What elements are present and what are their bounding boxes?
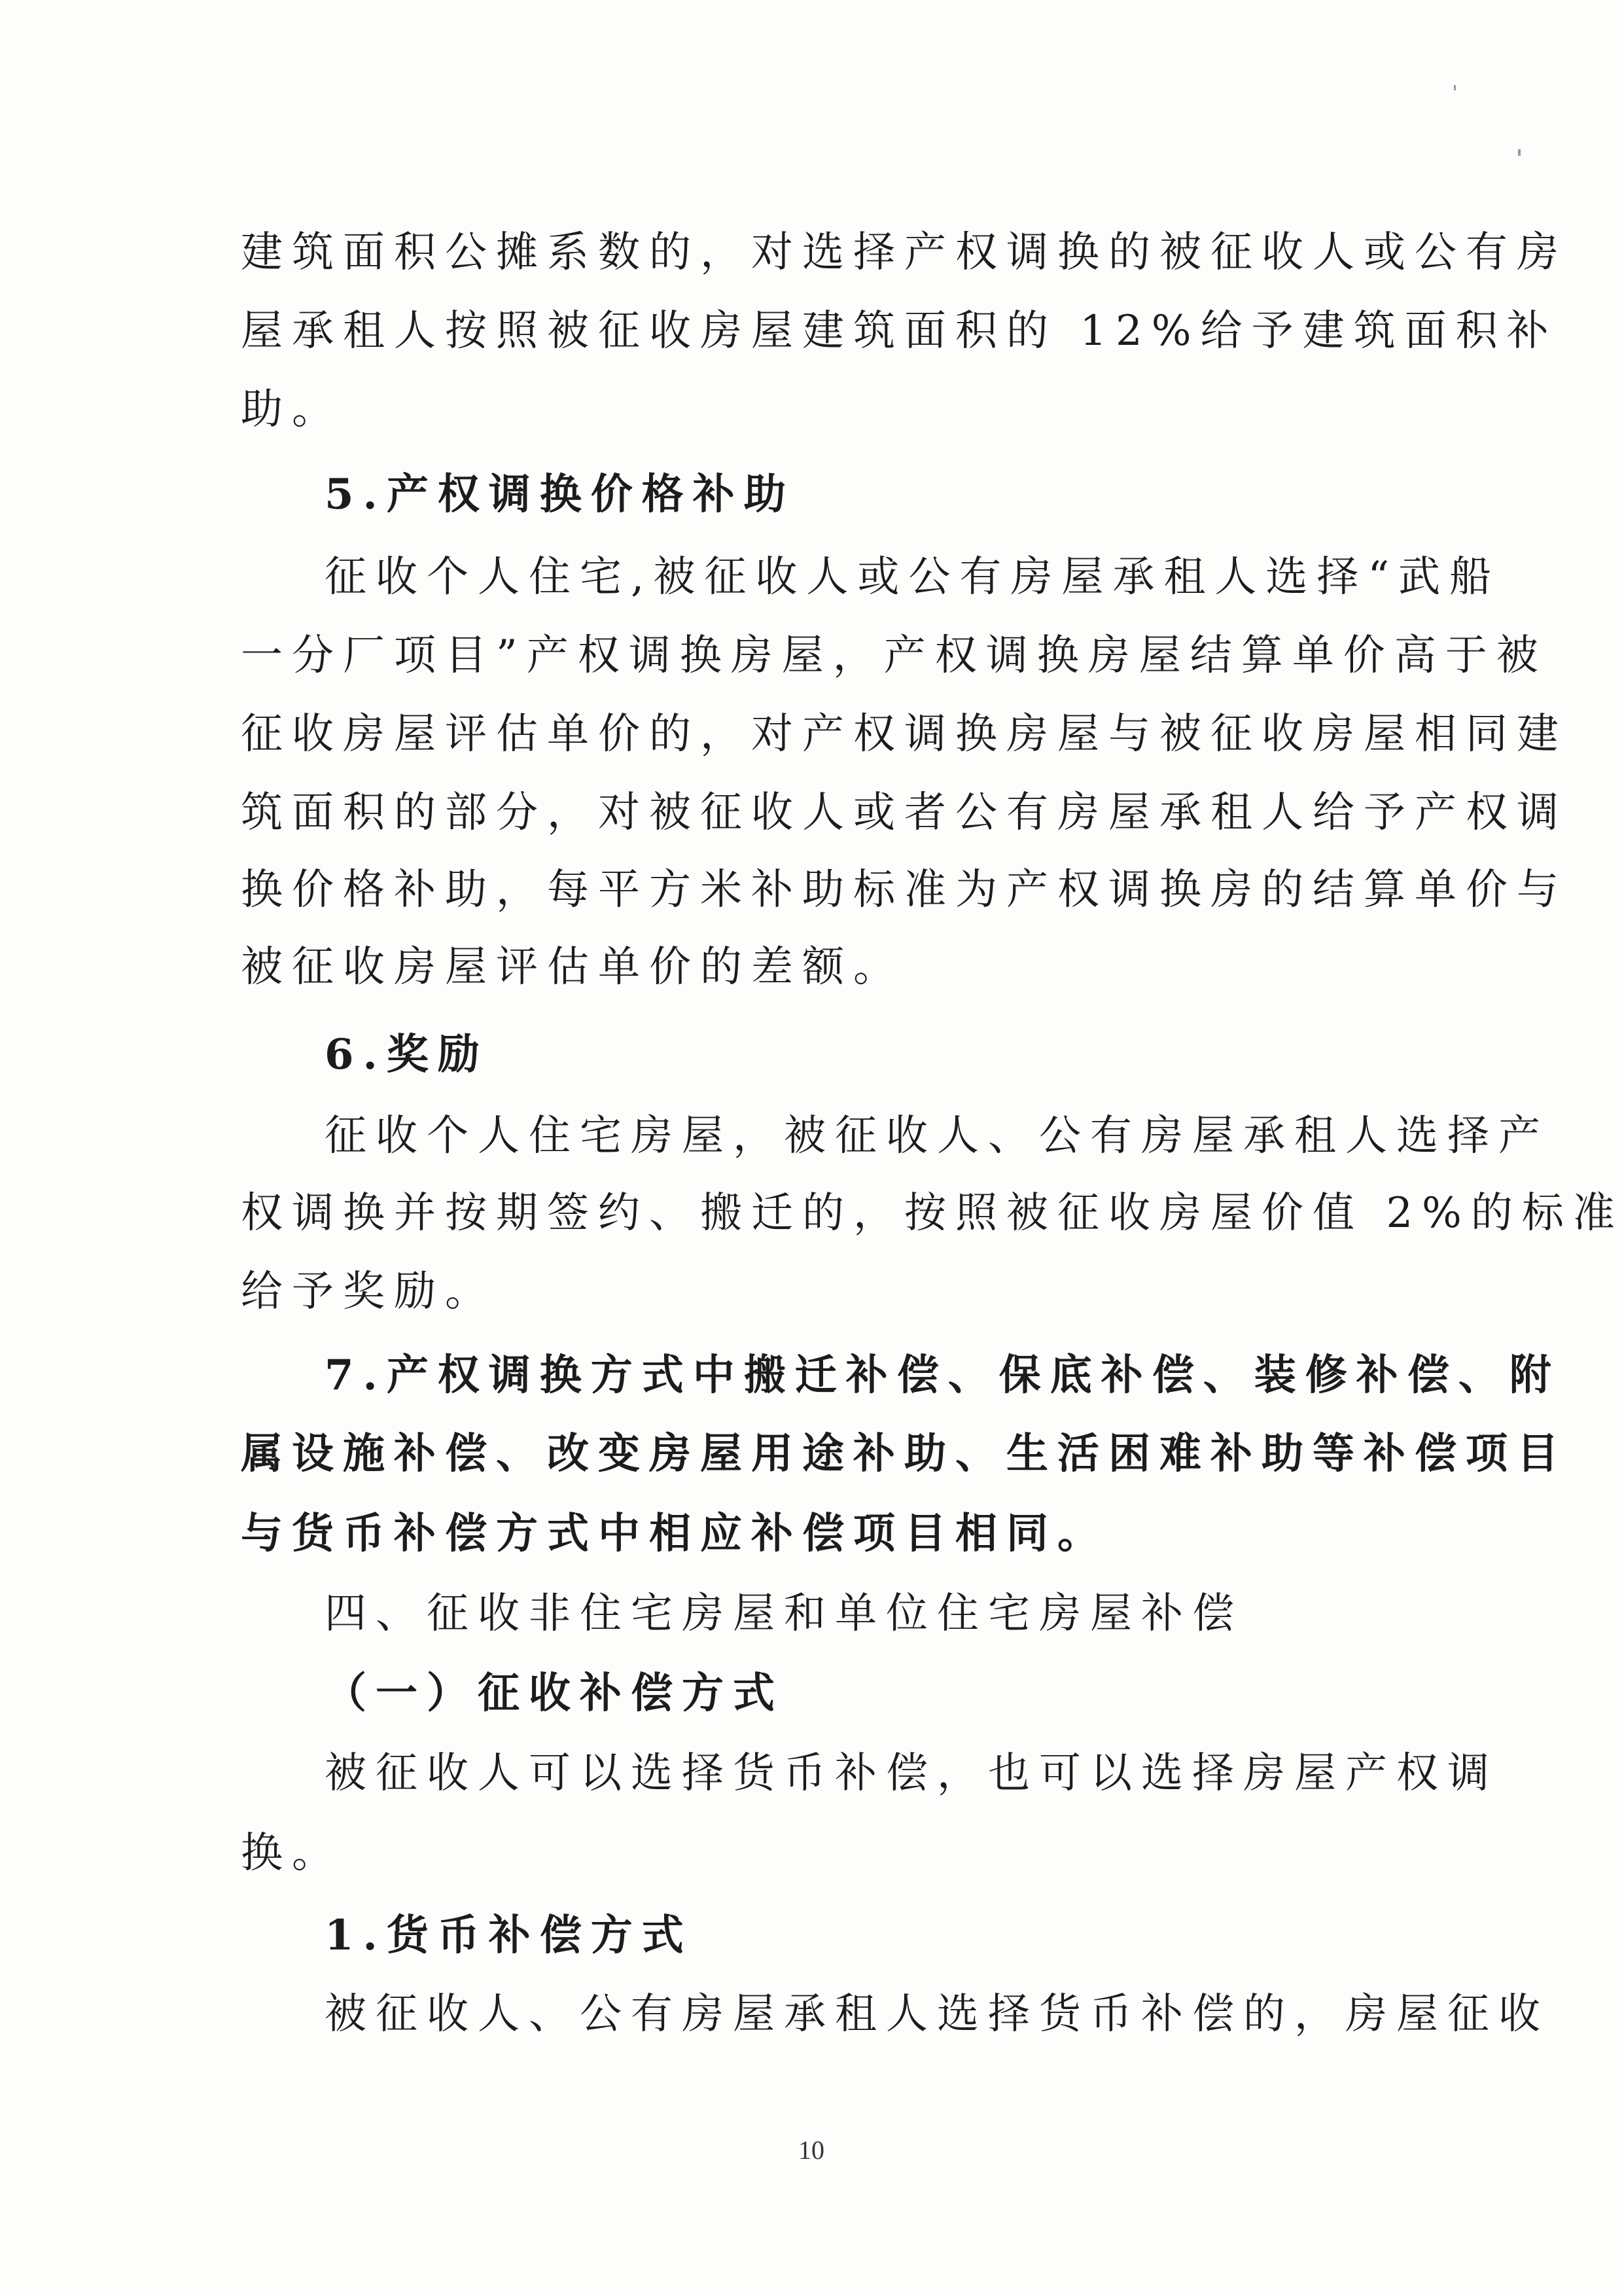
body-line: 被征收人可以选择货币补偿，也可以选择房屋产权调 [325,1749,1498,1798]
body-line: 建筑面积公摊系数的，对选择产权调换的被征收人或公有房 [241,228,1568,277]
body-line: 被征收房屋评估单价的差额。 [241,943,904,991]
body-line: 给予奖励。 [241,1268,496,1316]
subheading-6: 6.奖励 [325,1030,489,1079]
scan-speck [1454,85,1456,90]
bold-paragraph-line: 属设施补偿、改变房屋用途补助、生活困难补助等补偿项目 [241,1429,1568,1478]
subsection-heading-1: （一）征收补偿方式 [325,1669,784,1718]
body-line: 一分厂项目”产权调换房屋，产权调换房屋结算单价高于被 [241,632,1547,680]
bold-paragraph-line: 与货币补偿方式中相应补偿项目相同。 [241,1509,1108,1558]
subheading-5: 5.产权调换价格补助 [325,470,795,519]
body-line: 征收房屋评估单价的，对产权调换房屋与被征收房屋相同建 [241,710,1568,758]
page-number: 10 [798,2135,824,2165]
body-line: 权调换并按期签约、搬迁的，按照被征收房屋价值 2%的标准 [241,1189,1624,1237]
scan-speck [1518,149,1521,156]
body-line: 征收个人住宅,被征收人或公有房屋承租人选择“武船 [325,553,1501,601]
subheading-1-monetary: 1.货币补偿方式 [325,1911,693,1960]
body-line: 换。 [241,1829,343,1877]
body-line: 筑面积的部分，对被征收人或者公有房屋承租人给予产权调 [241,789,1568,837]
body-line: 屋承租人按照被征收房屋建筑面积的 12%给予建筑面积补 [241,307,1558,355]
section-heading-4: 四、征收非住宅房屋和单位住宅房屋补偿 [325,1590,1243,1638]
bold-paragraph-line: 7.产权调换方式中搬迁补偿、保底补偿、装修补偿、附 [325,1351,1561,1400]
body-line: 助。 [241,385,343,434]
body-line: 征收个人住宅房屋，被征收人、公有房屋承租人选择产 [325,1112,1549,1160]
body-line: 换价格补助，每平方米补助标准为产权调换房的结算单价与 [241,866,1568,914]
body-line: 被征收人、公有房屋承租人选择货币补偿的，房屋征收 [325,1990,1549,2038]
